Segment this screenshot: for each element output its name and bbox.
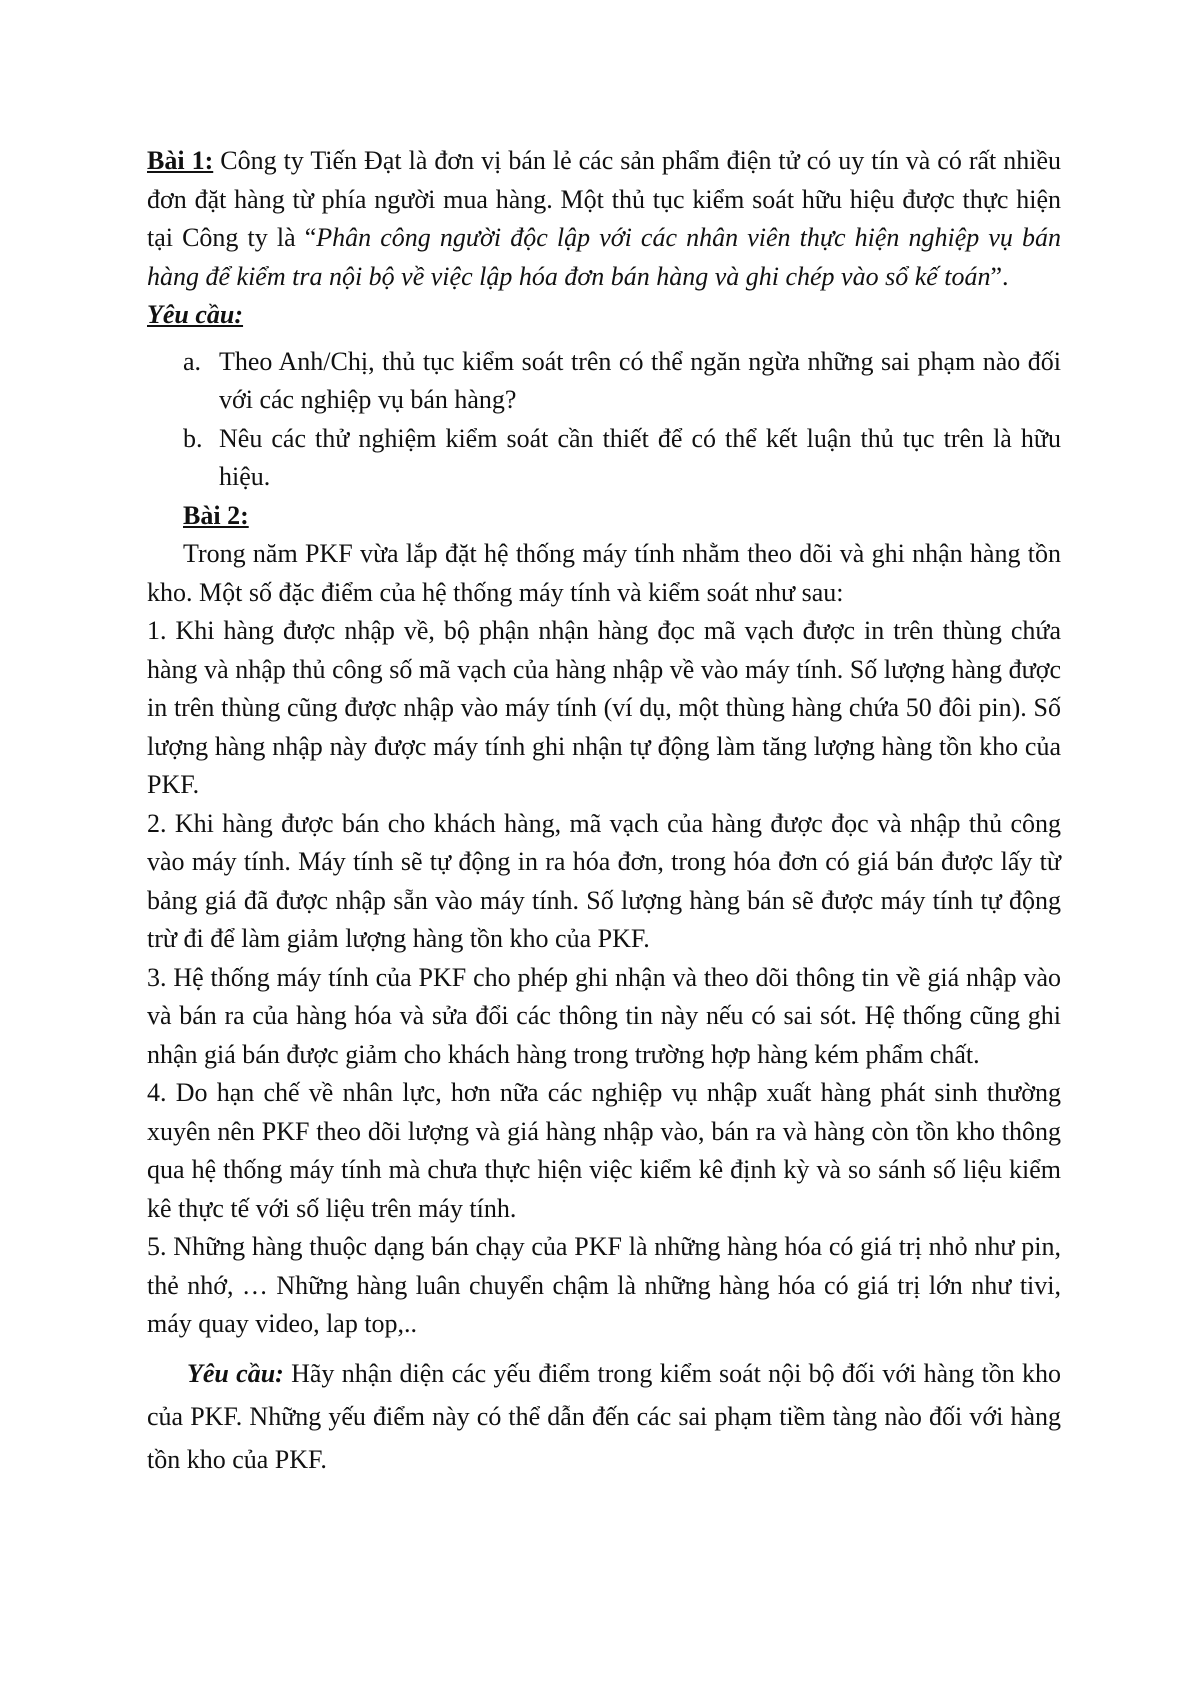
bai2-item-3: 3. Hệ thống máy tính của PKF cho phép ghi nhận và theo dõi thông tin về giá nhập vào và bán ra của hàng hóa và sửa đổi các thông tin này nếu có sai sót. Hệ thống cũng ghi nhận giá bán được giảm cho khách hàng trong trường hợp hàng kém phẩm chất.: [147, 962, 1061, 1069]
bai1-label: Bài 1:: [147, 146, 214, 175]
bai1-italic-quote: Phân công người độc lập với các nhân viên thực hiện nghiệp vụ bán hàng để kiểm tra nội bộ về việc lập hóa đơn bán hàng và ghi chép vào sổ kế toán: [147, 223, 1061, 291]
bai2-item-4: 4. Do hạn chế về nhân lực, hơn nữa các nghiệp vụ nhập xuất hàng phát sinh thường xuyên nên PKF theo dõi lượng và giá hàng nhập vào, bán ra và hàng còn tồn kho thông qua hệ thống máy tính mà chưa thực hiện việc kiểm kê định kỳ và so sánh số liệu kiểm kê thực tế với số liệu trên máy tính.: [147, 1078, 1061, 1223]
document-page: [147, 142, 1061, 1481]
list-item: [147, 420, 1061, 497]
bai1-text-before: Công ty Tiến Đạt là đơn vị bán lẻ các sản phẩm điện tử có uy tín và có rất nhiều đơn đặt hàng từ phía người mua hàng. Một thủ tục kiểm soát hữu hiệu được thực hiện tại Công ty là “: [147, 146, 1062, 252]
list-item: [147, 343, 1061, 420]
bai2-requirement-text: Hãy nhận diện các yếu điểm trong kiểm soát nội bộ đối với hàng tồn kho của PKF. Những yếu điểm này có thể dẫn đến các sai phạm tiềm tàng nào đối với hàng tồn kho của PKF.: [147, 1358, 1062, 1474]
bai2-requirement-label: Yêu cầu:: [187, 1358, 284, 1388]
bai2-item-2: 2. Khi hàng được bán cho khách hàng, mã vạch của hàng được đọc và nhập thủ công vào máy tính. Máy tính sẽ tự động in ra hóa đơn, trong hóa đơn có giá bán được lấy từ bảng giá đã được nhập sẵn vào máy tính. Số lượng hàng bán sẽ được máy tính tự động trừ đi để làm giảm lượng hàng tồn kho của PKF.: [147, 808, 1061, 953]
bai2-item-1: 1. Khi hàng được nhập về, bộ phận nhận hàng đọc mã vạch được in trên thùng chứa hàng và nhập thủ công số mã vạch của hàng nhập về vào máy tính. Số lượng hàng được in trên thùng cũng được nhập vào máy tính (ví dụ, một thùng hàng chứa 50 đôi pin). Số lượng hàng nhập này được máy tính ghi nhận tự động làm tăng lượng hàng tồn kho của PKF.: [147, 616, 1061, 799]
list-marker: a.: [183, 346, 202, 376]
bai1-question-list: [147, 343, 1061, 497]
bai2-item-5: 5. Những hàng thuộc dạng bán chạy của PKF là những hàng hóa có giá trị nhỏ như pin, thẻ nhớ, … Những hàng luân chuyển chậm là những hàng hóa có giá trị lớn như tivi, máy quay video, lap top,..: [147, 1232, 1061, 1338]
bai2-requirement: [147, 1352, 1061, 1481]
question-text: Theo Anh/Chị, thủ tục kiểm soát trên có thể ngăn ngừa những sai phạm nào đối với các nghiệp vụ bán hàng?: [219, 346, 1061, 414]
question-text: Nêu các thử nghiệm kiểm soát cần thiết để có thể kết luận thủ tục trên là hữu hiệu.: [219, 423, 1061, 491]
bai1-text-after: ”.: [990, 261, 1009, 291]
bai2-heading: Bài 2:: [183, 500, 249, 530]
bai1-paragraph: [147, 142, 1061, 296]
list-marker: b.: [183, 423, 203, 453]
bai2-intro: Trong năm PKF vừa lắp đặt hệ thống máy tính nhằm theo dõi và ghi nhận hàng tồn kho. Một số đặc điểm của hệ thống máy tính và kiểm soát như sau:: [147, 539, 1061, 607]
bai1-requirement-heading: Yêu cầu:: [147, 300, 244, 329]
